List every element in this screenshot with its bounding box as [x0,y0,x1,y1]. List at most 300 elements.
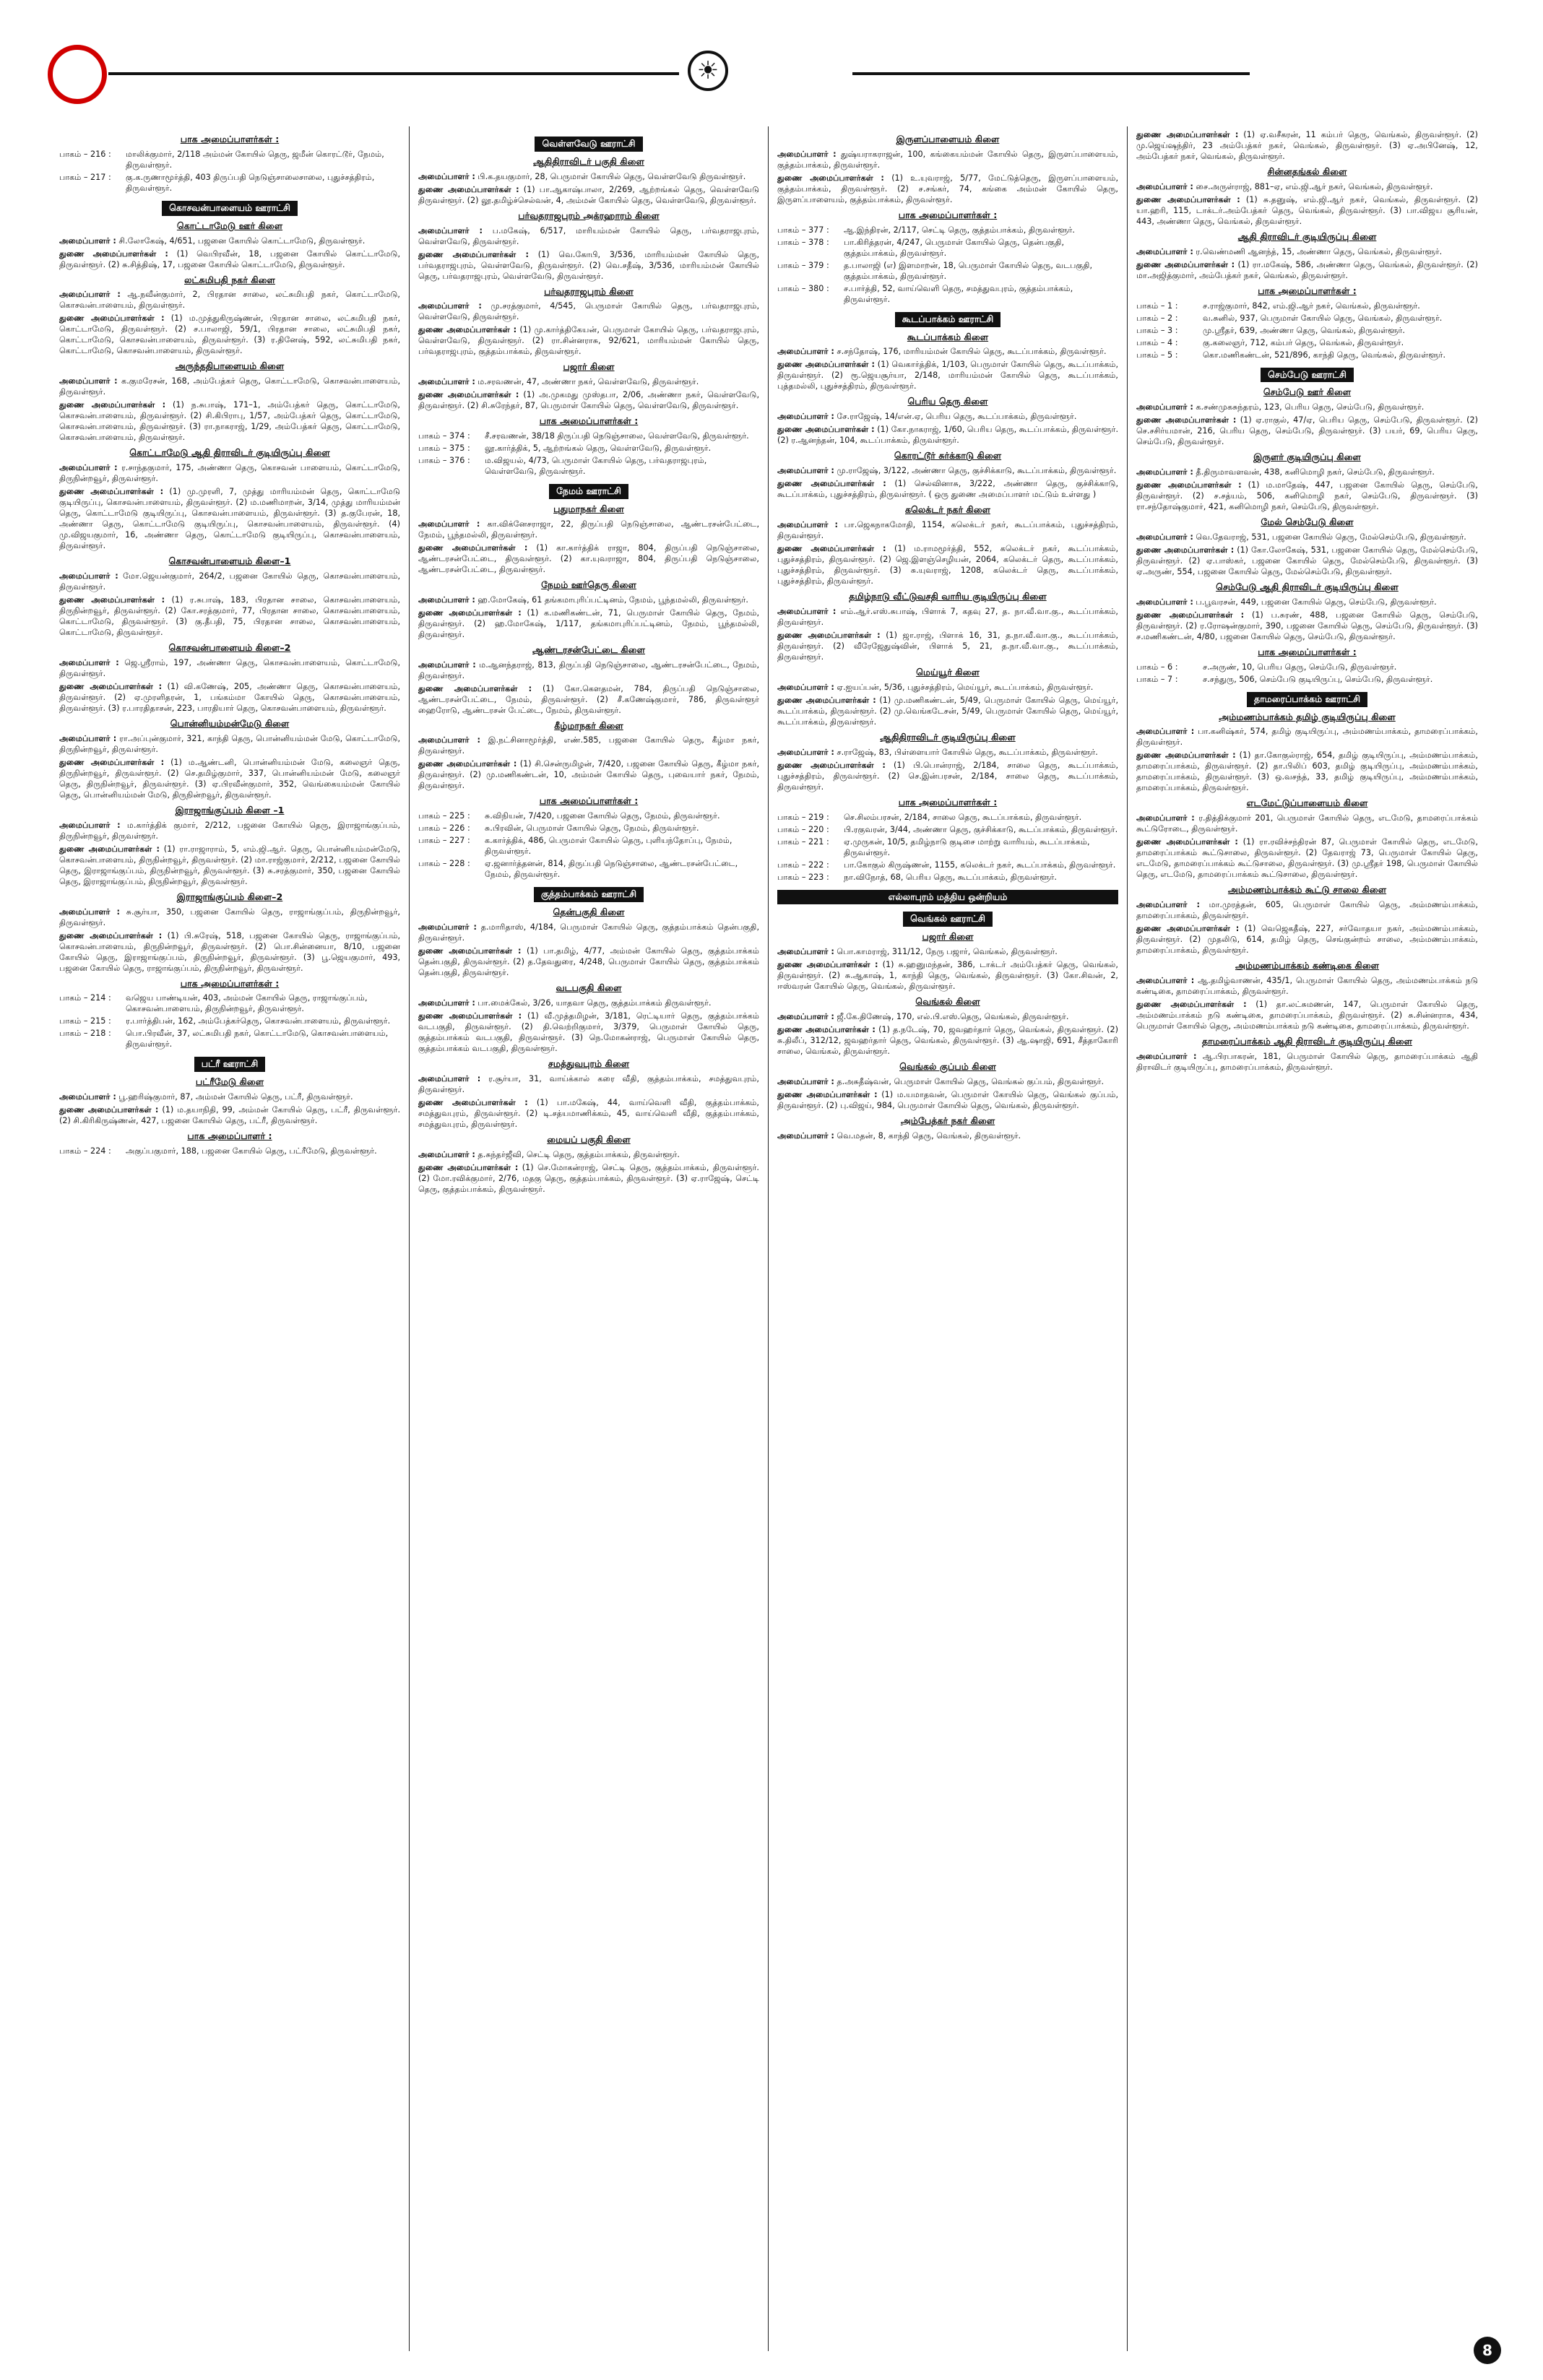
member-details: வெ.மதன், 8, காந்தி தெரு, வெங்கல், திருவள்ளூர். [837,1130,1021,1141]
booth-organiser: கொ.மணிகண்டன், 521/896, காந்தி தெரு, வெங்கல், திருவள்ளூர். [1203,350,1446,360]
red-circle-logo-icon [48,45,107,104]
page-header [0,0,1543,123]
member-entry [1136,899,1478,921]
member-entry [1136,194,1478,227]
member-entry [418,594,759,605]
role-label: துணை அமைப்பாளர்கள் : [59,930,163,940]
booth-entry [777,812,1118,823]
member-entry [418,225,759,247]
booth-entry [1136,662,1478,672]
member-details: இ.நட்சினாமூர்த்தி, எண்.585, பஜனை கோயில் தெரு, கீழ்மா நகர், திருவள்ளூர். [418,735,760,756]
booth-number: பாகம் – 376 : [418,456,470,466]
role-label: துணை அமைப்பாளர்கள் : [59,248,168,259]
branch-heading: பஜார் கிளை [922,931,974,942]
booth-organiser: கு.கலைஞர், 712, கம்பர் தெரு, வெங்கல், திருவள்ளூர். [1203,337,1404,347]
role-label: அமைப்பாளர் : [777,412,834,422]
member-entry [59,376,400,397]
header-rule-right [852,72,1250,75]
member-entry [777,346,1118,357]
member-details: ம.கார்த்திக் குமார், 2/212, பஜனை கோயில் தெரு, இராஜாங்குப்பம், திருநின்றவூர், திருவள்ளூர். [59,820,401,841]
booth-organiser: சீ.சரவணன், 38/18 திருப்பதி நெடுஞ்சாலை, வெள்ளவேடு, திருவள்ளூர். [485,431,749,441]
member-details: (1) சு.தனுஷ், எம்.ஜி.ஆர் நகர், வெங்கல், திருவள்ளூர். (2) யா.ஹரி, 115, டாக்டர்.அம்பேத்கர் தெரு, வெங்கல், திருவள்ளூர். (3) பா.விஜய சூரியன், 443, அண்ணா தெரு, வெங்கல், திருவள்ளூர். [1136,194,1479,226]
role-label: துணை அமைப்பாளர்கள் : [1136,545,1235,555]
member-entry [777,1024,1118,1057]
branch-heading: பஜார் கிளை [563,361,615,373]
role-label: அமைப்பாளர் : [418,998,475,1008]
role-label: அமைப்பாளர் : [418,225,483,235]
role-label: அமைப்பாளர் : [777,466,834,476]
branch-heading: வெங்கல் கிளை [915,995,980,1007]
member-details: க.சண்முகசுந்தரம், 123, பெரிய தெரு, செம்பேடு, திருவள்ளூர். [1196,402,1425,412]
booth-number: பாகம் – 6 : [1136,662,1178,672]
member-details: (1) ம.மாதேஷ், 447, பஜனை கோயில் தெரு, செம்பேடு, திருவள்ளூர். (2) ச.சத்யம், 506, கனிமொழி நகர், செம்பேடு, திருவள்ளூர். (3) ரா.சந்தோஷ்குமார், 421, கனிமொழி நகர், செம்பேடு, திருவள்ளூர். [1136,480,1478,512]
branch-heading: மெய்யூர் கிளை [916,666,980,678]
role-label: அமைப்பாளர் : [1136,181,1193,191]
member-details: தீ.திருமாவளவன், 438, கனிமொழி நகர், செம்பேடு, திருவள்ளூர். [1196,467,1435,477]
role-label: அமைப்பாளர் : [59,733,117,743]
booth-number: பாகம் – 375 : [418,443,470,454]
booth-number: பாகம் – 374 : [418,431,470,441]
booth-number: பாகம் – 221 : [777,836,829,847]
column-3 [769,126,1128,2351]
booth-entry [418,430,759,441]
member-entry [777,359,1118,391]
member-details: (1) செ.மோகன்ராஜ், செட்டி தெரு, குத்தம்பாக்கம், திருவள்ளூர். (2) மோ.ரவிக்குமார், 2/76, மதகு தெரு, குத்தம்பாக்கம், திருவள்ளூர். (3) ஏ.ராஜேஷ், செட்டி தெரு, குத்தம்பாக்கம், திருவள்ளூர். [418,1162,759,1194]
member-entry [418,945,759,978]
member-details: (1) ம.ஆண்டனி, பொன்னியம்மன் மேடு, கலைஞர் தெரு, திருநின்றவூர், திருவள்ளூர். (2) செ.தமிழ்குமார், 337, பொன்னியம்மன் மேடு, கலைஞர் தெரு, திருநின்றவூர், திருவள்ளூர். (3) ஏ.பிரவீன்குமார், 352, வெங்கையம்மன் கோயில் தெரு, பொன்னியம்மன் மேடு, திருநின்றவூர், திருவள்ளூர். [59,757,400,800]
branch-heading: கீழ்மாநகர் கிளை [554,719,623,731]
role-label: துணை அமைப்பாளர்கள் : [418,759,517,769]
member-details: (1) த.நடேஷ், 70, ஜவஹர்தார் தெரு, வெங்கல், திருவள்ளூர். (2) சு.திலீப், 312/12, ஜவஹர்தார் தெரு, வெங்கல், திருவள்ளூர். (3) ஆ.ஷாஜி, 691, சீத்தாகோரி சாலை, வெங்கல், திருவள்ளூர். [777,1024,1118,1056]
role-label: துணை அமைப்பாளர்கள் : [59,681,163,691]
member-entry [418,1011,759,1054]
booth-entry [418,823,759,834]
booth-organiser: லூ.கார்த்திக், 5, ஆற்றங்கல் தெரு, வெள்ளவேடு, திருவள்ளூர். [485,443,712,454]
member-details: (1) ம.தயாநிதி, 99, அம்மன் கோயில் தெரு, பட்ரீ, திருவள்ளூர். (2) சி.கிரிகிருஷ்ணன், 427, பஜனை கோயில் தெரு, பட்ரீ, திருவள்ளூர். [59,1105,400,1125]
member-details: ஜீ.கே.திணேஷ், 170, எல்.பி.எஸ்.தெரு, வெங்கல், திருவள்ளூர். [837,1011,1069,1021]
column-2 [410,126,769,2351]
booth-entry [59,1146,400,1156]
booth-entry [1136,325,1478,336]
member-details: மு.சரத்குமார், 4/545, பெருமாள் கோயில் தெரு, பர்வதராஜபுரம், வெள்ளவேடு, திருவள்ளூர். [418,301,760,322]
panchayat-banner: கூடப்பாக்கம் ஊராட்சி [895,312,1000,327]
role-label: துணை அமைப்பாளர்கள் : [1136,415,1237,425]
role-label: துணை அமைப்பாளர்கள் : [777,695,876,705]
role-label: துணை அமைப்பாளர்கள் : [418,184,519,194]
member-details: ம.சரவணன், 47, அண்ணா நகர், வெள்ளவேடு, திருவள்ளூர். [477,377,699,387]
branch-heading: பாக அமைப்பாளர்கள் : [1258,646,1357,657]
member-details: பொ.காமராஜ், 311/12, நேரு பஜார், வெங்கல், திருவள்ளூர். [837,946,1058,956]
branch-heading: சமத்துவபுரம் கிளை [548,1057,630,1069]
panchayat-banner: பட்ரீ ஊராட்சி [194,1057,266,1072]
role-label: துணை அமைப்பாளர்கள் : [777,630,881,640]
member-entry [418,519,759,540]
member-entry [59,733,400,755]
booth-number: பாகம் – 220 : [777,824,829,834]
column-1 [51,126,410,2351]
booth-organiser: ச.அருண், 10, பெரிய தெரு, செம்பேடு, திருவள்ளூர். [1203,662,1397,672]
member-entry [418,389,759,411]
member-details: (1) வெஜெகதீஷ், 227, சர்வோதயா நகர், அம்மணம்பாக்கம், திருவள்ளூர். (2) முதலிடு, 614, தமிழ் தெரு, செங்குன்றம் சாலை, அம்மணம்பாக்கம், தாமரைப்பாக்கம், திருவள்ளூர். [1136,924,1478,956]
member-details: ஆ.தமிழ்வாணன், 435/1, பெருமாள் கோயில் தெரு, அம்மணம்பாக்கம் நடு கண்டிகை, தாமரைப்பாக்கம், திருவள்ளூர். [1136,976,1478,996]
branch-heading: பாக அமைப்பாளர்கள் : [539,415,639,427]
branch-heading: மையப் பகுதி கிளை [547,1133,631,1145]
member-entry [59,462,400,484]
member-details: (1) கோ.கௌதமன், 784, திருப்பதி நெடுஞ்சாலை, ஆண்டரசன்பேட்டை, நேமம், திருவள்ளூர். (2) சீ.கணேஷ்குமார், 786, திருவள்ளூர் ஹைரோடு, ஆண்டரசன் பேட்டை, நேமம், திருவள்ளூர். [418,683,760,715]
member-details: (1) ப.சுரண், 488, பஜனை கோயில் தெரு, செம்பேடு, திருவள்ளூர். (2) ர.ரோஷன்குமார், 390, பஜனை கோயில் தெரு, செம்பேடு, திருவள்ளூர். (3) ச.மணிகண்டன், 4/80, பஜனை கோயில் தெரு, செம்பேடு, திருவள்ளூர். [1136,610,1479,641]
role-label: துணை அமைப்பாளர்கள் : [418,249,529,259]
member-entry [1136,129,1478,162]
role-label: துணை அமைப்பாளர்கள் : [59,844,160,854]
member-details: மா.முரத்தன், 605, பெருமாள் கோயில் தெரு, அம்மணம்பாக்கம், தாமரைப்பாக்கம், திருவள்ளூர். [1136,900,1479,921]
member-details: ர.தித்திக்குமார் 201, பெருமாள் கோயில் தெரு, எடமேடு, தாமரைப்பாக்கம் கூட்டுரோடை, திருவள்ளூர். [1136,813,1478,834]
role-label: அமைப்பாளர் : [59,463,118,473]
branch-heading: தாமரைப்பாக்கம் ஆதி திராவிடர் குடியிருப்பு கிளை [1201,1036,1413,1047]
branch-heading: லட்சுமிபதி நகர் கிளை [184,274,275,285]
booth-number: பாகம் – 228 : [418,859,470,869]
booth-organiser: கு.க.ருணாமூர்த்தி, 403 திருப்பதி நெடுஞ்சாலைசாலை, புதுச்சத்திரம், திருவள்ளூர். [126,172,375,193]
member-details: சி.லோகேஷ், 4/651, பஜனை கோயில் கொட்டாமேடு, திருவள்ளூர். [118,235,366,246]
booth-entry [418,858,759,880]
member-entry [418,1073,759,1095]
member-entry [1136,975,1478,997]
member-entry [777,682,1118,693]
role-label: துணை அமைப்பாளர்கள் : [1136,924,1240,934]
booth-organiser: ம.விஜயல், 4/73, பெருமாள் கோயில் தெரு, பர்வதராஜபுரம், வெள்ளவேடு, திருவள்ளூர். [485,456,707,477]
article-columns [51,126,1488,2351]
branch-heading: பர்வதராஜபுரம் அக்ரஹாரம் கிளை [518,209,660,221]
member-entry [1136,181,1478,192]
role-label: அமைப்பாளர் : [777,946,834,956]
member-details: (1) பா.தமிழ், 4/77, அம்மன் கோயில் தெரு, குத்தம்பாக்கம் தென்பகுதி, திருவள்ளூர். (2) த.தேவதுரை, 4/248, பெருமாள் கோயில் தெரு, குத்தம்பாக்கம் தென்பகுதி, திருவள்ளூர். [418,945,759,977]
booth-number: பாகம் – 2 : [1136,313,1178,323]
booth-entry [418,835,759,857]
role-label: அமைப்பாளர் : [777,1130,834,1141]
branch-heading: கொட்டாமேடு ஊர் கிளை [176,220,283,231]
role-label: துணை அமைப்பாளர்கள் : [777,360,875,370]
member-details: மு.ராஜேஷ், 3/122, அண்ணா தெரு, குச்சிக்காடு, கூடப்பாக்கம், திருவள்ளூர். [837,466,1117,476]
member-entry [777,946,1118,957]
booth-organiser: அகுப்பகுமார், 188, பஜனை கோயில் தெரு, பட்ரீமேடு, திருவள்ளூர். [126,1146,377,1156]
member-entry [59,681,400,714]
member-details: ச.ராஜேஷ், 83, பிள்ளையார் கோயில் தெரு, கூடப்பாக்கம், திருவள்ளூர். [837,747,1098,757]
member-details: (1) பா.மகேஷ், 44, வாய்வெளி வீதி, குத்தம்பாக்கம், சமத்துவபுரம், திருவள்ளூர். (2) டி.சத்யமாணிக்கம், 45, வாய்வெளி வீதி, குத்தம்பாக்கம், சமத்துவபுரம், திருவள்ளூர். [418,1097,759,1129]
role-label: அமைப்பாளர் : [59,571,118,581]
member-entry [1136,259,1478,281]
booth-entry [59,1028,400,1050]
booth-entry [418,810,759,821]
role-label: அமைப்பாளர் : [59,376,118,386]
branch-heading: ஆதிதிராவிடர் பகுதி கிளை [533,155,644,167]
role-label: அமைப்பாளர் : [777,747,834,757]
booth-number: பாகம் – 4 : [1136,337,1178,347]
member-entry [1136,246,1478,257]
branch-heading: அம்மணம்பாக்கம் கண்டிகை கிளை [1235,960,1380,972]
branch-heading: பாக அமைப்பாளர்கள் : [180,134,280,144]
branch-heading: வெங்கல் குப்பம் கிளை [899,1060,996,1072]
booth-organiser: ச.ராஜ்குமார், 842, எம்.ஜி.ஆர் நகர், வெங்கல், திருவள்ளூர். [1203,300,1420,311]
role-label: அமைப்பாளர் : [777,682,834,692]
role-label: அமைப்பாளர் : [59,906,120,917]
booth-organiser: சு.விநியன், 7/420, பஜனை கோயில் தெரு, நேமம், திருவள்ளூர். [485,811,720,821]
role-label: துணை அமைப்பாளர்கள் : [1136,750,1236,761]
booth-number: பாகம் – 216 : [59,149,111,159]
member-entry [59,657,400,679]
member-entry [418,1149,759,1160]
booth-entry [59,149,400,170]
branch-heading: பாக அமைப்பாளர்கள் : [898,209,998,220]
member-details: பா.மைக்கேல், 3/26, யாதவா தெரு, குத்தம்பாக்கம் திருவள்ளூர். [477,998,712,1008]
member-details: (1) வி.கணேஷ், 205, அண்ணா தெரு, கொசவன்பாளையம், திருவள்ளூர். (2) ஏ.முரளிதரன், 1, பங்கம்மா கோயில் தெரு, கொசவன்பாளையம், திருவள்ளூர். (3) ர.பாரதிதாசன், 223, பாரதியார் தெரு, கொசவன்பாளையம், திருவள்ளூர். [59,681,400,713]
role-label: அமைப்பாளர் : [418,519,480,529]
member-details: க.குமரேசன், 168, அம்பேத்கர் தெரு, கொட்டாமேடு, கொசவன்பாளையம், திருவள்ளூர். [59,376,401,397]
member-entry [59,235,400,246]
booth-number: பாகம் – 380 : [777,283,829,293]
member-details: த.அசுதீஷ்வன், பெருமாள் கோயில் தெரு, வெங்கல் குப்பம், திருவள்ளூர். [837,1076,1105,1086]
role-label: துணை அமைப்பாளர்கள் : [1136,837,1238,847]
member-details: (1) ஏ.ராகுல், 47/ஏ, பெரிய தெரு, செம்பேடு, திருவள்ளூர். (2) செ.சசிர்யமான், 216, பெரிய தெரு, செம்பேடு, திருவள்ளூர். (3) பயர், 69, பெரிய தெரு, செம்பேடு, திருவள்ளூர். [1136,415,1479,447]
role-label: அமைப்பாளர் : [777,149,837,159]
booth-entry [777,824,1118,835]
member-entry [59,757,400,800]
branch-heading: பாக அமைப்பாளர்கள் : [539,795,639,807]
role-label: அமைப்பாளர் : [1136,532,1193,542]
member-details: த.சுந்தர்ஜீவி, செட்டி தெரு, குத்தம்பாக்கம், திருவள்ளூர். [477,1149,680,1159]
member-details: ர.சூர்யா, 31, வாய்க்கால் கரை வீதி, குத்தம்பாக்கம், சமத்துவபுரம், திருவள்ளூர். [418,1073,759,1094]
member-details: சை.அருள்ராஜ், 881–ஏ, எம்.ஜி.ஆர் நகர், வெங்கல், திருவள்ளூர். [1196,181,1433,191]
branch-heading: கொசவன்பாளையம் கிளை–2 [168,642,291,653]
member-entry [59,486,400,551]
booth-organiser: ச.பார்த்தி, 52, வாய்வெளி தெரு, சமத்துவபுரம், குத்தம்பாக்கம், திருவள்ளூர். [844,283,1073,304]
booth-number: பாகம் – 7 : [1136,674,1178,684]
member-entry [1136,610,1478,642]
page-number: 8 [1474,2337,1501,2364]
header-rule-left [108,72,679,75]
booth-organiser: மு.ஸ்ரீதர், 639, அண்ணா தெரு, வெங்கல், திருவள்ளூர். [1203,325,1405,335]
member-details: கா.விக்னேசராஜா, 22, திருப்பதி நெடுஞ்சாலை, ஆண்டரசன்பேட்டை, நேமம், பூந்தமல்லி, திருவள்ளூர். [418,519,760,540]
branch-heading: அம்மணம்பாக்கம் தமிழ் குடியிருப்பு கிளை [1219,711,1396,722]
booth-number: பாகம் – 217 : [59,172,111,182]
role-label: அமைப்பாளர் : [1136,1051,1197,1061]
booth-entry [1136,337,1478,348]
panchayat-banner: தாமரைப்பாக்கம் ஊராட்சி [1247,692,1367,707]
member-details: (1) பி.சுரேஷ், 518, பஜனை கோயில் தெரு, ராஜாங்குப்பம், கொசவன்பாளையம், திருநின்றவூர், திருவள்ளூர். (2) பொ.சின்னையா, 8/10, பஜனை கோயில் தெரு, இராஜாங்குப்பம், திருநின்றவூர், திருவள்ளூர். (3) பூ.ஜெயகுமார், 493, பஜனை கோயில் தெரு, ராஜாங்குப்பம், திருநின்றவூர், திருவள்ளூர். [59,930,401,973]
role-label: துணை அமைப்பாளர்கள் : [1136,194,1240,204]
member-entry [418,184,759,206]
member-details: (1) வெகார்த்திக், 1/103, பெருமாள் கோயில் தெரு, கூடப்பாக்கம், திருவள்ளூர். (2) ரூ.ஜெயசூர்யா, 2/148, மாரியம்மன் கோயில் தெரு, கூடப்பாக்கம், புத்தமல்லி, புதுச்சத்திரம், திருவள்ளூர். [777,360,1119,391]
panchayat-banner: நேமம் ஊராட்சி [549,484,628,499]
member-details: (1) ரா.மகேஷ், 586, அண்ணா தெரு, வெங்கல், திருவள்ளூர். (2) மா.அஜித்குமார், அம்பேத்கர் நகர், வெங்கல், திருவள்ளூர். [1136,259,1478,280]
booth-organiser: வஜெய பாண்டியன், 403, அம்மன் கோயில் தெரு, ராஜாங்குப்பம், கொசவன்பாளையம், திருநின்றவூர், திருவள்ளூர். [126,993,368,1014]
member-entry [1136,532,1478,542]
member-details: (1) ம.யமாதவன், பெருமாள் கோயில் தெரு, வெங்கல் குப்பம், திருவள்ளூர். (2) பு.விஜய், 984, பெருமாள் கோயில் தெரு, வெங்கல், திருவள்ளூர். [777,1089,1118,1110]
role-label: துணை அமைப்பாளர்கள் : [59,487,164,497]
booth-number: பாகம் – 225 : [418,811,470,821]
member-entry [59,1104,400,1126]
member-entry [418,542,759,575]
party-emblem-icon [688,51,728,91]
booth-organiser: ஏ.ஜனார்த்தனன், 814, திருப்பதி நெடுஞ்சாலை, ஆண்டரசன்பேட்டை, நேமம், திருவள்ளூர். [485,859,738,880]
member-details: (1) ர.சுபாஷ், 183, பிரதான சாலை, கொசவன்பாளையம், திருநின்றவூர், திருவள்ளூர். (2) கோ.சரத்குமார், 77, பிரதான சாலை, கொசவன்பாளையம், கொட்டாமேடு, திருவள்ளூர். (3) கு.தீபதி, 75, பிரதான சாலை, கொசவன்பாளையம், கொட்டாமேடு, திருவள்ளூர். [59,595,400,637]
booth-organiser: பா.கோகுல் கிருஷ்ணன், 1155, கலெக்டர் நகர், கூடப்பாக்கம், திருவள்ளூர். [844,860,1116,870]
branch-heading: அம்பேத்கர் நகர் கிளை [900,1115,995,1126]
booth-entry [1136,674,1478,685]
member-details: ம.ஆனந்தராஜ், 813, திருப்பதி நெடுஞ்சாலை, ஆண்டரசன்பேட்டை, நேமம், திருவள்ளூர். [418,659,759,680]
member-entry [418,607,759,640]
member-entry [59,906,400,928]
member-entry [777,173,1118,205]
role-label: அமைப்பாளர் : [59,1092,116,1102]
booth-entry [1136,300,1478,311]
member-details: (1) மு.முரளி, 7, முத்து மாரியம்மன் தெரு, கொட்டாமேடு குடியிருப்பு, கொசவன்பாளையம், திருவள்ளூர். (2) ம.மணிமாறன், 3/14, முத்து மாரியம்மன் தெரு, கொட்டாமேடு குடியிருப்பு, கொசவன்பாளையம், திருவள்ளூர். (3) த.குபேரன், 18, அண்ணா தெரு, கொட்டாமேடு குடியிருப்பு, கொசவன்பாளையம், திருவள்ளூர். (4) மு.விஜயகுமார், 16, அண்ணா தெரு, கொட்டாமேடு குடியிருப்பு, கொசவன்பாளையம், திருவள்ளூர். [59,487,401,551]
member-entry [1136,597,1478,607]
member-details: (1) வீ.முத்தமிழன், 3/181, ரெட்டியார் தெரு, குத்தம்பாக்கம் வடபகுதி, திருவள்ளூர். (2) தி.வெற்றிகுமார், 3/379, பெருமாள் கோயில் தெரு, குத்தம்பாக்கம் வடபகுதி, திருவள்ளூர். (3) நெ.மோகன்ராஜ், பெருமாள் கோயில் தெரு, குத்தம்பாக்கம் வடபகுதி, திருவள்ளூர். [418,1011,759,1053]
booth-number: பாகம் – 223 : [777,872,829,882]
role-label: துணை அமைப்பாளர்கள் : [418,683,532,693]
role-label: துணை அமைப்பாளர்கள் : [418,1162,519,1172]
member-details: சே.ராஜேஷ், 14/என்.ஏ, பெரிய தெரு, கூடப்பாக்கம், திருவள்ளூர். [837,412,1077,422]
branch-heading: இருளர் குடியிருப்பு கிளை [1253,451,1361,463]
member-details: (1) ரா.ரவிச்சந்திரன் 87, பெருமாள் கோயில் தெரு, எடமேடு, தாமரைப்பாக்கம் கூட்டுசாலை, திருவள்ளூர். (2) தேவராஜ் 73, பெருமாள் கோயில் தெரு, எடமேடு, தாமரைப்பாக்கம் கூட்டுசாலை, திருவள்ளூர். (3) மு.ஸ்ரீதர் 198, பெருமாள் கோயில் தெரு, எடமேடு, தாமரைப்பாக்கம் கூட்டுசாலை, திருவள்ளூர். [1136,837,1479,880]
role-label: அமைப்பாளர் : [777,1076,834,1086]
role-label: அமைப்பாளர் : [418,1149,475,1159]
member-entry [418,376,759,387]
branch-heading: நேமம் ஊர்தெரு கிளை [541,579,636,590]
booth-organiser: நா.விநோத், 68, பெரிய தெரு, கூடப்பாக்கம், திருவள்ளூர். [844,872,1057,882]
member-entry [59,594,400,638]
role-label: அமைப்பாளர் : [59,235,116,246]
member-details: எம்.ஆர்.எஸ்.சுபாஷ், பிளாக் 7, கதவு 27, த. நா.வீ.வா.கு., கூடப்பாக்கம், திருவள்ளூர். [777,606,1118,627]
role-label: அமைப்பாளர் : [1136,813,1195,823]
role-label: அமைப்பாளர் : [777,606,837,616]
member-details: த.மாரிதாஸ், 4/184, பெருமாள் கோயில் தெரு, குத்தம்பாக்கம் தென்பகுதி, திருவள்ளூர். [418,922,760,943]
member-entry [1136,813,1478,834]
member-details: ஆ.பிரபாகரன், 181, பெருமாள் கோயில் தெரு, தாமரைப்பாக்கம் ஆதி திராவிடர் குடியிருப்பு, தாமரைப்பாக்கம், திருவள்ளூர். [1136,1051,1479,1072]
branch-heading: மேல் செம்பேடு கிளை [1261,516,1354,528]
role-label: அமைப்பாளர் : [418,171,475,181]
booth-number: பாகம் – 3 : [1136,325,1178,335]
booth-entry [777,237,1118,259]
member-details: (1) ரா.ராஜாராம், 5, எம்.ஜி.ஆர். தெரு, பொன்னியம்மன்மேடு, கொசவன்பாளையம், திருநின்றவூர், திருவள்ளூர். (2) மா.ராஜ்குமார், 2/212, பஜனை கோயில் தெரு, இராஜாங்குப்பம், திருநின்றவூர், திருவள்ளூர். (3) சு.சரத்குமார், 350, பஜனை கோயில் தெரு, இராஜாங்குப்பம், திருநின்றவூர், திருவள்ளூர். [59,844,400,886]
booth-number: பாகம் – 378 : [777,237,829,247]
booth-number: பாகம் – 226 : [418,823,470,834]
branch-heading: அருந்ததிபாளையம் கிளை [175,360,285,372]
role-label: துணை அமைப்பாளர்கள் : [59,313,165,324]
member-details: பூ.ஹரிஷ்குமார், 87, அம்மன் கோயில் தெரு, பட்ரீ, திருவள்ளூர். [118,1092,353,1102]
booth-entry [777,860,1118,870]
branch-heading: பாக அமைப்பாளர்கள் : [1258,285,1357,296]
booth-organiser: பி.ரகுவரன், 3/44, அண்ணா தெரு, குச்சிக்காடு, கூடப்பாக்கம், திருவள்ளூர். [844,824,1118,834]
booth-organiser: பா.கிரித்தரன், 4/247, பெருமாள் கோயில் தெரு, தென்பகுதி, குத்தம்பாக்கம், திருவள்ளூர். [844,237,1065,258]
member-entry [418,998,759,1008]
member-entry [1136,415,1478,447]
member-details: (1) சி.சென்ருமிழன், 7/420, பஜனை கோயில் தெரு, கீழ்மா நகர், திருவள்ளூர். (2) மு.மணிகண்டன், 10, அம்மன் கோயில் தெரு, புவையார் நகர், நேமம், திருவள்ளூர். [418,759,759,791]
panchayat-banner: எல்லாபுரம் மத்திய ஒன்றியம் [777,890,1118,905]
branch-heading: கலெக்டர் நகர் கிளை [904,504,991,516]
member-entry [777,1130,1118,1141]
member-details: (1) தா.கோகுல்ராஜ், 654, தமிழ் குடியிருப்பு, அம்மணம்பாக்கம், தாமரைப்பாக்கம், திருவள்ளூர். (2) தா.பிலிப் 603, தமிழ் குடியிருப்பு, அம்மணம்பாக்கம், தாமரைப்பாக்கம், திருவள்ளூர். (3) ஒ.வசந்த், 33, தமிழ் குடியிருப்பு, அம்மணம்பாக்கம், தாமரைப்பாக்கம், திருவள்ளூர். [1136,750,1479,793]
booth-number: பாகம் – 1 : [1136,300,1178,311]
member-details: ச.சந்தோஷ், 176, மாரியம்மன் கோயில் தெரு, கூடப்பாக்கம், திருவள்ளூர். [837,347,1107,357]
member-entry [418,683,759,716]
panchayat-banner: குத்தம்பாக்கம் ஊராட்சி [534,887,644,902]
booth-organiser: பொ.பிரவீன், 37, லட்சுமிபதி நகர், கொட்டாமேடு, கொசவன்பாளையம், திருவள்ளூர். [126,1029,389,1050]
booth-entry [777,225,1118,235]
role-label: துணை அமைப்பாளர்கள் : [418,945,522,956]
panchayat-banner: செம்பேடு ஊராட்சி [1261,368,1354,383]
member-entry [1136,750,1478,793]
role-label: அமைப்பாளர் : [1136,402,1193,412]
member-details: பி.க.தயகுமார், 28, பெருமாள் கோயில் தெரு, வெள்ளவேடு திருவள்ளூர். [477,171,746,181]
branch-heading: பட்ரீமேடு கிளை [195,1076,264,1088]
member-details: (1) ந.சுபாஷ், 171–1, அம்பேத்கர் தெரு, கொட்டாமேடு, கொசவன்பாளையம், திருவள்ளூர். (2) சி.கிபிராபு, 1/57, அம்பேத்கர் தெரு, கொட்டாமேடு, கொசவன்பாளையம், திருவள்ளூர். (3) ரா.நாகராஜ், 1/29, அம்பேத்கர் தெரு, கொட்டாமேடு, கொசவன்பாளையம், திருவள்ளூர். [59,400,400,443]
branch-heading: ஆண்டரசன்பேட்டை கிளை [532,644,645,655]
branch-heading: செம்பேடு ஊர் கிளை [1263,386,1352,398]
member-entry [418,1097,759,1130]
branch-heading: பாக அமைப்பாளர்கள் : [180,977,280,989]
role-label: துணை அமைப்பாளர்கள் : [777,544,886,553]
member-entry [777,149,1118,170]
booth-entry [418,455,759,477]
booth-number: பாகம் – 214 : [59,993,111,1003]
member-entry [59,313,400,356]
member-details: (1) பா.ஆகாஷ்பாலா, 2/269, ஆற்றங்கல் தெரு, வெள்ளவேடு திருவள்ளூர். (2) லூ.தமிழ்ச்செல்வன், 4, அம்மன் கோயில் தெரு, வெள்ளவேடு, திருவள்ளூர். [418,184,760,205]
booth-entry [59,172,400,194]
branch-heading: எடமேட்டுப்பாளையம் கிளை [1246,797,1368,809]
member-entry [777,747,1118,758]
member-details: (1) தா.லட்சுமணன், 147, பெருமாள் கோயில் தெரு, அம்மணம்பாக்கம் நடு கண்டிகை, தாமரைப்பாக்கம், திருவள்ளூர். (2) சு.சின்னராசு, 434, பெருமாள் கோயில் தெரு, அம்மணம்பாக்கம் நடு கண்டிகை, தாமரைப்பாக்கம், திருவள்ளூர். [1136,1000,1479,1031]
booth-organiser: ஏ.முருகன், 10/5, தமிழ்நாடு குடிசை மாற்று வாரியம், கூடப்பாக்கம், திருவள்ளூர். [844,836,1090,857]
role-label: அமைப்பாளர் : [418,735,480,745]
branch-heading: செம்பேடு ஆதி திராவிடர் குடியிருப்பு கிளை [1216,581,1399,592]
member-entry [777,630,1118,662]
booth-entry [777,283,1118,305]
role-label: துணை அமைப்பாளர்கள் : [777,479,886,489]
booth-entry [1136,350,1478,360]
member-details: ஹ.மோகேஷ், 61 தங்கமாபுரிப்பட்டினம், நேமம், பூந்தமல்லி, திருவள்ளூர். [477,594,748,605]
role-label: அமைப்பாளர் : [418,594,475,605]
role-label: அமைப்பாளர் : [418,1073,481,1083]
booth-entry [418,443,759,454]
branch-heading: தென்பகுதி கிளை [553,906,625,917]
member-entry [777,519,1118,541]
role-label: துணை அமைப்பாளர்கள் : [418,542,528,553]
member-entry [1136,467,1478,477]
booth-organiser: வ.சுனில், 937, பெருமாள் கோயில் தெரு, வெங்கல், திருவள்ளூர். [1203,313,1443,323]
member-entry [777,959,1118,992]
member-details: ர.சாந்தகுமார், 175, அண்ணா தெரு, கொசவன் பாளையம், கொட்டாமேடு, திருநின்றவூர், திருவள்ளூர். [59,463,400,484]
booth-number: பாகம் – 215 : [59,1016,111,1026]
member-entry [418,324,759,357]
member-entry [777,760,1118,792]
role-label: அமைப்பாளர் : [1136,597,1193,607]
member-entry [59,930,400,974]
member-details: (1) பி.பொன்ராஜ், 2/184, சாலை தெரு, கூடப்பாக்கம், புதுச்சத்திரம், திருவள்ளூர். (2) செ.இன்பரசன், 2/184, சாலை தெரு, கூடப்பாக்கம், திருவள்ளூர். [777,760,1119,792]
member-details: (1) ஜா.ராஜ், பிளாக் 16, 31, த.நா.வீ.வா.கு., கூடப்பாக்கம், திருவள்ளூர். (2) வீரேஜேதுஷ்வின், பிளாக் 5, 21, த.நா.வீ.வா.கு., கூடப்பாக்கம், திருவள்ளூர். [777,630,1118,662]
member-details: (1) சு.ஹனுமந்தன், 386, டாக்டர் அம்பேத்கர் தெரு, வெங்கல், திருவள்ளூர். (2) சு.ஆகாஷ், 1, காந்தி தெரு, வெங்கல், திருவள்ளூர். (3) கோ.சிவன், 2, ஈஸ்வரன் கோயில் தெரு, வெங்கல், திருவள்ளூர். [777,959,1118,991]
booth-number: பாகம் – 218 : [59,1029,111,1039]
role-label: அமைப்பாளர் : [59,290,121,300]
role-label: துணை அமைப்பாளர்கள் : [59,595,165,605]
branch-heading: பாக அமைப்பாளர்கள் : [898,796,998,808]
branch-heading: வடபகுதி கிளை [556,982,622,993]
booth-number: பாகம் – 219 : [777,812,829,822]
member-entry [777,465,1118,476]
member-entry [777,411,1118,422]
member-entry [1136,923,1478,956]
member-details: (1) செல்வினாசு, 3/222, அண்ணா தெரு, குச்சிக்காடு, கூடப்பாக்கம், புதுச்சத்திரம், திருவள்ளூர். ( ஒரு துணை அமைப்பாளர் மட்டும் உள்ளது ) [777,479,1119,500]
member-entry [59,571,400,592]
